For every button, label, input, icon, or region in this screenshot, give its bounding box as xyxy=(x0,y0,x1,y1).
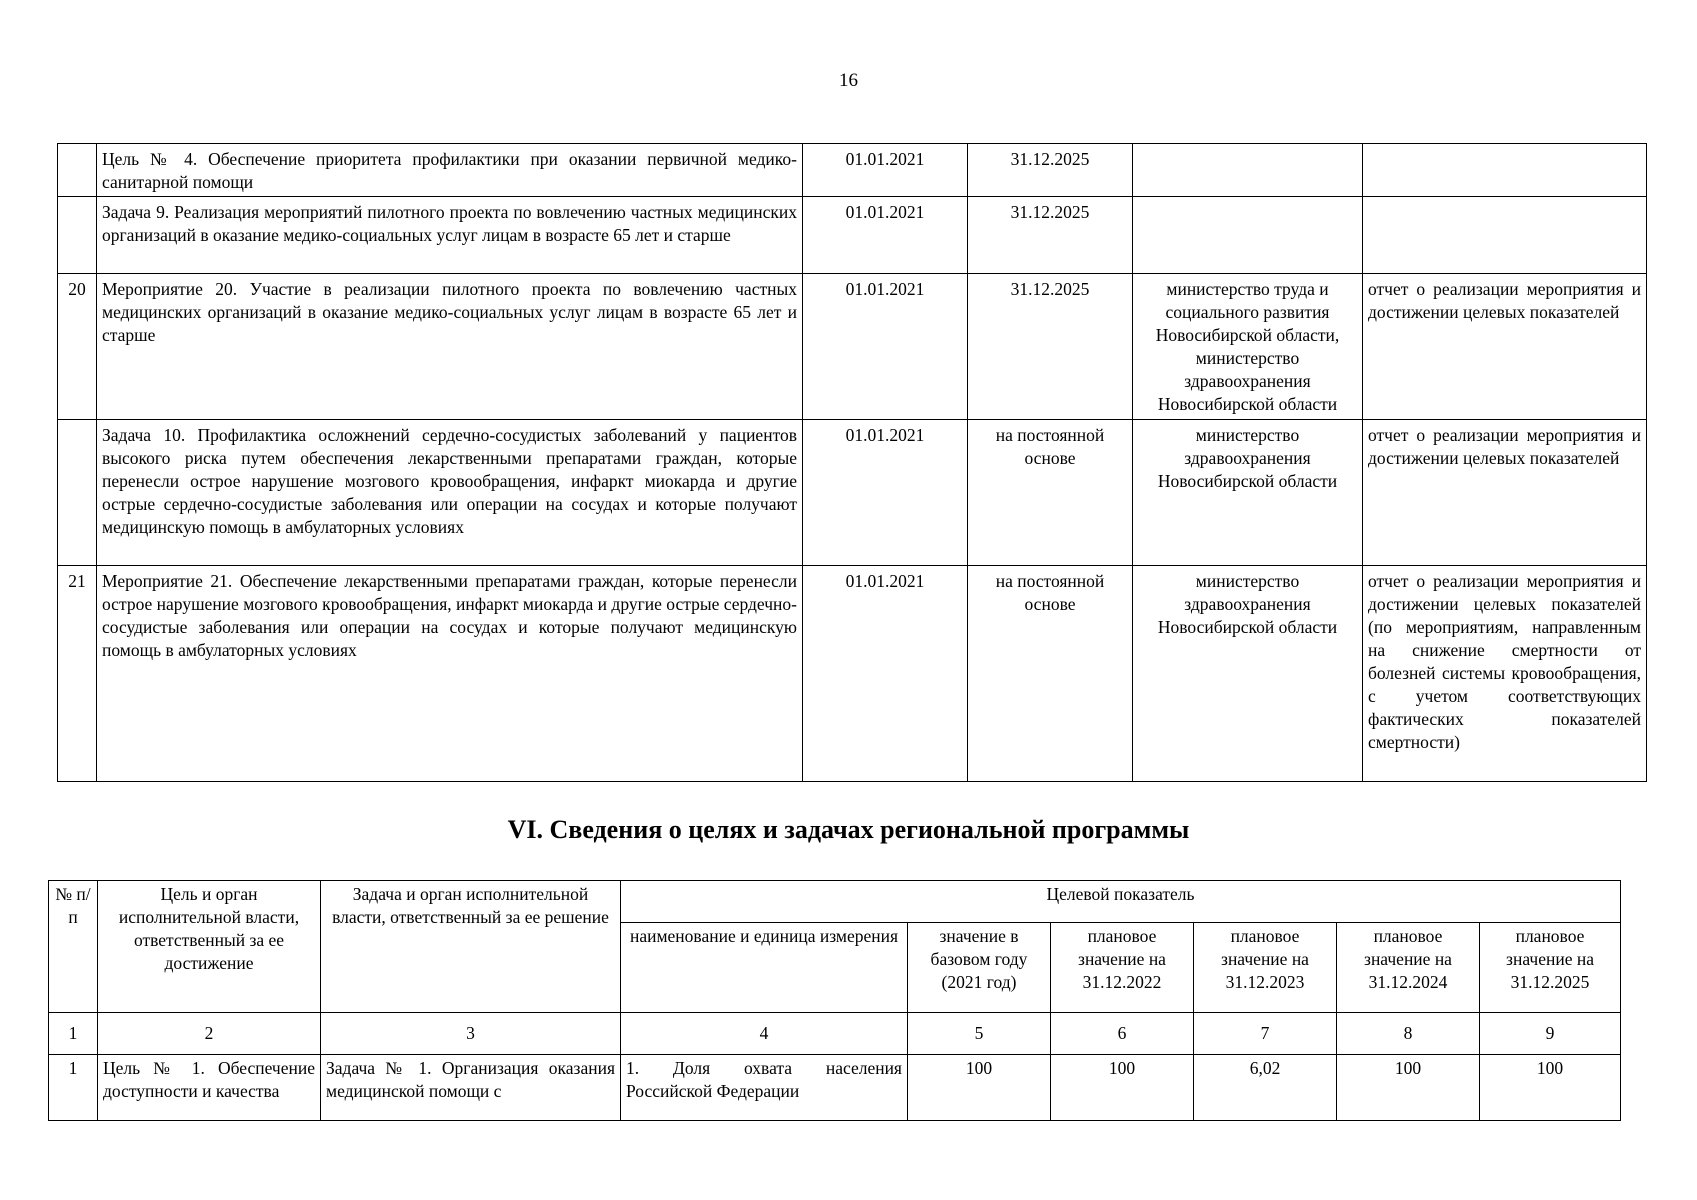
end-date: 31.12.2025 xyxy=(968,274,1133,420)
col-number: 7 xyxy=(1194,1013,1337,1055)
base-value-cell: 100 xyxy=(908,1055,1051,1121)
indicator-name-cell: 1. Доля охвата населения Российской Федерации xyxy=(621,1055,908,1121)
end-date: на постоянной основе xyxy=(968,566,1133,782)
end-date: 31.12.2025 xyxy=(968,197,1133,274)
col-number: 4 xyxy=(621,1013,908,1055)
col-number: 9 xyxy=(1480,1013,1621,1055)
col-number: 3 xyxy=(321,1013,621,1055)
task-cell: Задача № 1. Организация оказания медицинской помощи с xyxy=(321,1055,621,1121)
executor xyxy=(1133,144,1363,197)
table-row xyxy=(58,144,1647,197)
result xyxy=(1363,197,1647,274)
row-number xyxy=(58,144,97,197)
row-number xyxy=(58,197,97,274)
plan-2022-cell: 100 xyxy=(1051,1055,1194,1121)
executor xyxy=(1133,197,1363,274)
result: отчет о реализации мероприятия и достижении целевых показателей xyxy=(1363,274,1647,420)
header-2023: плановое значение на 31.12.2023 xyxy=(1194,923,1337,1013)
start-date: 01.01.2021 xyxy=(803,566,968,782)
result: отчет о реализации мероприятия и достижении целевых показателей xyxy=(1363,420,1647,566)
table-row xyxy=(49,1055,1621,1121)
executor: министерство труда и социального развития Новосибирской области, министерство здравоохранения Новосибирской области xyxy=(1133,274,1363,420)
header-2025: плановое значение на 31.12.2025 xyxy=(1480,923,1621,1013)
header-row xyxy=(49,881,1621,923)
result xyxy=(1363,144,1647,197)
goals-table-head xyxy=(49,881,1621,1013)
executor: министерство здравоохранения Новосибирской области xyxy=(1133,420,1363,566)
column-numbers-row xyxy=(49,1013,1621,1055)
row-text: Цель № 4. Обеспечение приоритета профилактики при оказании первичной медико-санитарной помощи xyxy=(97,144,803,197)
plan-2024-cell: 100 xyxy=(1337,1055,1480,1121)
table-row xyxy=(58,420,1647,566)
end-date: на постоянной основе xyxy=(968,420,1133,566)
row-text: Задача 10. Профилактика осложнений сердечно-сосудистых заболеваний у пациентов высокого риска путем обеспечения лекарственными препаратами граждан, которые перенесли острое нарушение мозгового кровообращения, инфаркт миокарда и другие острые сердечно-сосудистые заболевания или операции на сосудах и которые получают медицинскую помощь в амбулаторных условиях xyxy=(97,420,803,566)
section-title: VI. Сведения о целях и задачах региональной программы xyxy=(507,815,1190,844)
plan-2023-cell: 6,02 xyxy=(1194,1055,1337,1121)
header-indicator: Целевой показатель xyxy=(621,881,1621,923)
col-number: 8 xyxy=(1337,1013,1480,1055)
header-2022: плановое значение на 31.12.2022 xyxy=(1051,923,1194,1013)
table-row xyxy=(58,566,1647,782)
start-date: 01.01.2021 xyxy=(803,274,968,420)
result: отчет о реализации мероприятия и достижении целевых показателей (по мероприятиям, направленным на снижение смертности от болезней системы кровообращения, с учетом соответствующих фактических показателей смертности) xyxy=(1363,566,1647,782)
row-number: 1 xyxy=(49,1055,98,1121)
row-number xyxy=(58,420,97,566)
header-2024: плановое значение на 31.12.2024 xyxy=(1337,923,1480,1013)
header-goal: Цель и орган исполнительной власти, ответственный за ее достижение xyxy=(98,881,321,1013)
col-number: 2 xyxy=(98,1013,321,1055)
col-number: 6 xyxy=(1051,1013,1194,1055)
goal-cell: Цель № 1. Обеспечение доступности и качества xyxy=(98,1055,321,1121)
table-row xyxy=(58,274,1647,420)
activities-table xyxy=(57,143,1647,782)
plan-2025-cell: 100 xyxy=(1480,1055,1621,1121)
row-text: Задача 9. Реализация мероприятий пилотного проекта по вовлечению частных медицинских организаций в оказание медико-социальных услуг лицам в возрасте 65 лет и старше xyxy=(97,197,803,274)
header-base: значение в базовом году (2021 год) xyxy=(908,923,1051,1013)
end-date: 31.12.2025 xyxy=(968,144,1133,197)
table-row xyxy=(58,197,1647,274)
row-number: 20 xyxy=(58,274,97,420)
start-date: 01.01.2021 xyxy=(803,420,968,566)
header-task: Задача и орган исполнительной власти, ответственный за ее решение xyxy=(321,881,621,1013)
start-date: 01.01.2021 xyxy=(803,144,968,197)
header-name: наименование и единица измерения xyxy=(621,923,908,1013)
row-number: 21 xyxy=(58,566,97,782)
activities-table-body xyxy=(58,144,1647,782)
col-number: 5 xyxy=(908,1013,1051,1055)
page-number: 16 xyxy=(839,70,858,91)
start-date: 01.01.2021 xyxy=(803,197,968,274)
header-num: № п/п xyxy=(49,881,98,1013)
row-text: Мероприятие 21. Обеспечение лекарственными препаратами граждан, которые перенесли острое нарушение мозгового кровообращения, инфаркт миокарда и другие острые сердечно-сосудистые заболевания или операции на сосудах и которые получают медицинскую помощь в амбулаторных условиях xyxy=(97,566,803,782)
executor: министерство здравоохранения Новосибирской области xyxy=(1133,566,1363,782)
col-number: 1 xyxy=(49,1013,98,1055)
row-text: Мероприятие 20. Участие в реализации пилотного проекта по вовлечению частных медицинских организаций в оказание медико-социальных услуг лицам в возрасте 65 лет и старше xyxy=(97,274,803,420)
goals-table-body xyxy=(49,1013,1621,1121)
goals-table xyxy=(48,880,1621,1121)
